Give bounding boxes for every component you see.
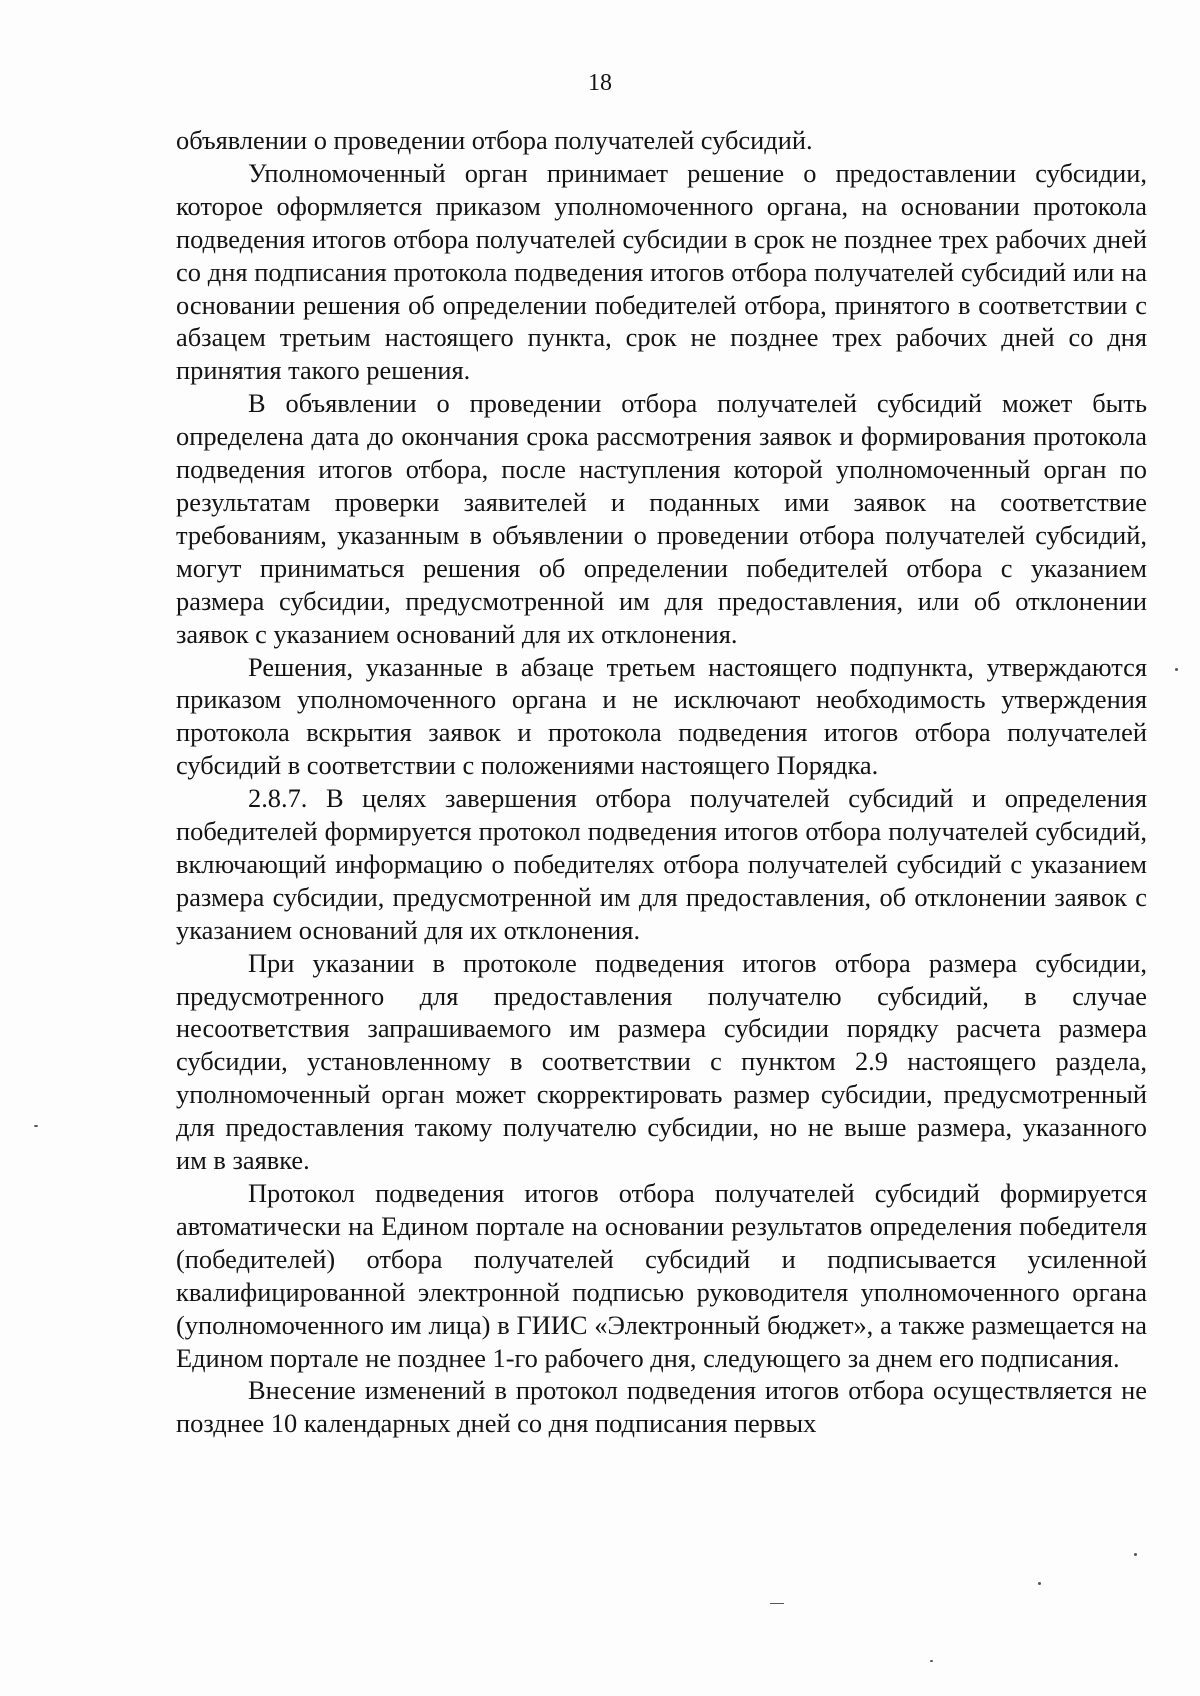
- page-number: 18: [588, 70, 612, 96]
- scan-speck: [1038, 1582, 1041, 1585]
- paragraph-continuation: объявлении о проведении отбора получателей субсидий.: [176, 125, 813, 155]
- paragraph-decisions-approval: Решения, указанные в абзаце третьем настоящего подпункта, утверждаются приказом уполномоченного органа и не исключают необходимость утверждения протокола вскрытия заявок и протокола подведения итогов отбора получателей субсидий в соответствии с положениями настоящего Порядка.: [176, 651, 1147, 781]
- paragraph-2-8-7: 2.8.7. В целях завершения отбора получателей субсидий и определения победителей формируется протокол подведения итогов отбора получателей субсидий, включающий информацию о победителях отбора получателей субсидий с указанием размера субсидии, предусмотренной им для предоставления, об отклонении заявок с указанием оснований для их отклонения.: [176, 783, 1147, 945]
- scan-speck: [930, 1660, 933, 1662]
- paragraph-decision-on-subsidy: Уполномоченный орган принимает решение о предоставлении субсидии, которое оформляется приказом уполномоченного органа, на основании протокола подведения итогов отбора получателей субсидии в срок не позднее трех рабочих дней со дня подписания протокола подведения итогов отбора получателей субсидий или на основании решения об определении победителей отбора, принятого в соответствии с абзацем третьим настоящего пункта, срок не позднее трех рабочих дней со дня принятия такого решения.: [176, 157, 1147, 386]
- paragraph-protocol-formation: Протокол подведения итогов отбора получателей субсидий формируется автоматически на Едином портале на основании результатов определения победителя (победителей) отбора получателей субсидий и подписывается усиленной квалифицированной электронной подписью руководителя уполномоченного органа (уполномоченного им лица) в ГИИС «Электронный бюджет», а также размещается на Едином портале не позднее 1-го рабочего дня, следующего за днем его подписания.: [176, 1178, 1147, 1373]
- scan-speck: [34, 1125, 38, 1127]
- paragraph-protocol-amendments: Внесение изменений в протокол подведения итогов отбора осуществляется не позднее 10 календарных дней со дня подписания первых: [176, 1375, 1147, 1439]
- scan-speck: [770, 1603, 784, 1604]
- scan-speck: [1134, 1553, 1137, 1556]
- paragraph-subsidy-size-correction: При указании в протоколе подведения итогов отбора размера субсидии, предусмотренного для предоставления получателю субсидий, в случае несоответствия запрашиваемого им размера субсидии порядку расчета размера субсидии, установленному в соответствии с пунктом 2.9 настоящего раздела, уполномоченный орган может скорректировать размер субсидии, предусмотренный для предоставления такому получателю субсидии, но не выше размера, указанного им в заявке.: [176, 947, 1147, 1176]
- scan-speck: [1175, 668, 1178, 671]
- paragraph-announcement-date: В объявлении о проведении отбора получателей субсидий может быть определена дата до окончания срока рассмотрения заявок и формирования протокола подведения итогов отбора, после наступления которой уполномоченный орган по результатам проверки заявителей и поданных ими заявок на соответствие требованиям, указанным в объявлении о проведении отбора получателей субсидий, могут приниматься решения об определении победителей отбора с указанием размера субсидии, предусмотренной им для предоставления, или об отклонении заявок с указанием оснований для их отклонения.: [176, 388, 1147, 649]
- document-body: [176, 124, 1147, 1440]
